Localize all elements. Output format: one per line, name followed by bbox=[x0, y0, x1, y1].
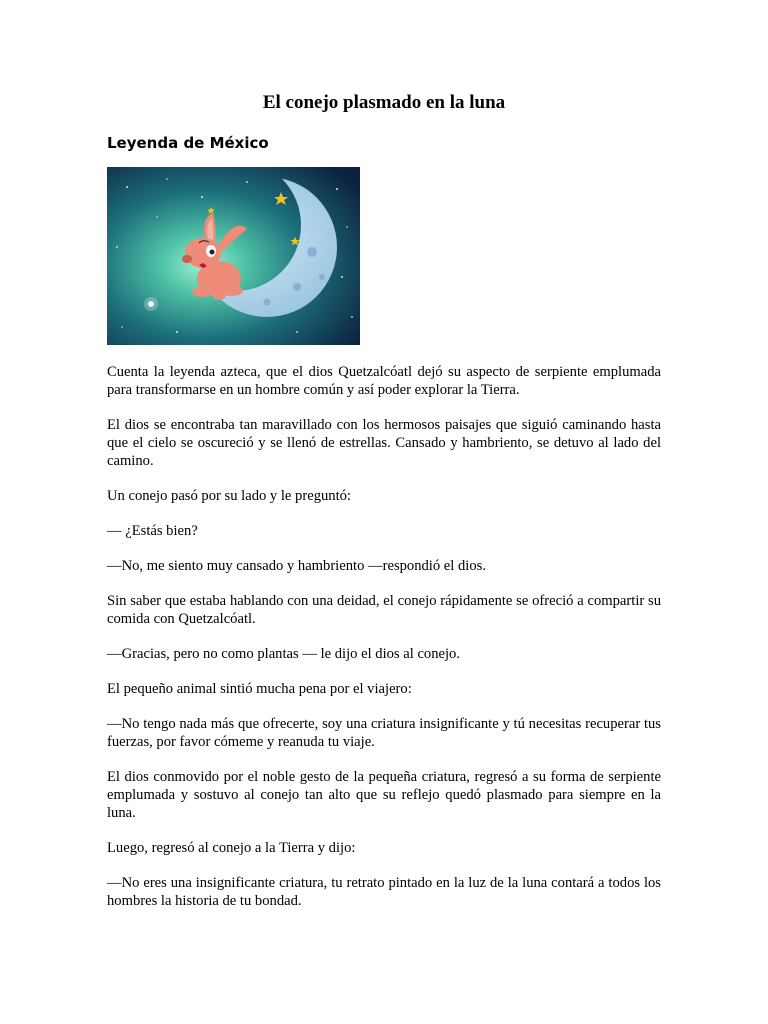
paragraph: — ¿Estás bien? bbox=[107, 523, 198, 539]
paragraph: El dios se encontraba tan maravillado con los hermosos paisajes que siguió caminando hasta que el cielo se oscureció y se llenó de estrellas. Cansado y hambriento, se detuvo al lado del camino. bbox=[107, 417, 661, 469]
paragraph: El pequeño animal sintió mucha pena por el viajero: bbox=[107, 681, 412, 697]
paragraph: —No eres una insignificante criatura, tu retrato pintado en la luz de la luna contará a todos los hombres la historia de tu bondad. bbox=[107, 875, 661, 909]
paragraph: —No, me siento muy cansado y hambriento —respondió el dios. bbox=[107, 558, 486, 574]
paragraph: —Gracias, pero no como plantas — le dijo el dios al conejo. bbox=[107, 646, 460, 662]
paragraph: Sin saber que estaba hablando con una deidad, el conejo rápidamente se ofreció a compartir su comida con Quetzalcóatl. bbox=[107, 593, 661, 627]
page-title: El conejo plasmado en la luna bbox=[262, 92, 506, 113]
section-subtitle: Leyenda de México bbox=[107, 134, 269, 152]
paragraph: —No tengo nada más que ofrecerte, soy una criatura insignificante y tú necesitas recuperar tus fuerzas, por favor cómeme y reanuda tu viaje. bbox=[107, 716, 661, 750]
paragraph: Un conejo pasó por su lado y le preguntó: bbox=[107, 488, 351, 504]
paragraph: El dios conmovido por el noble gesto de la pequeña criatura, regresó a su forma de serpiente emplumada y sostuvo al conejo tan alto que su reflejo quedó plasmado para siempre en la luna. bbox=[107, 769, 661, 821]
paragraph: Luego, regresó al conejo a la Tierra y dijo: bbox=[107, 840, 356, 856]
paragraph: Cuenta la leyenda azteca, que el dios Quetzalcóatl dejó su aspecto de serpiente emplumada para transformarse en un hombre común y así poder explorar la Tierra. bbox=[107, 364, 661, 398]
story-text bbox=[107, 363, 661, 927]
rabbit-on-moon-illustration bbox=[107, 167, 360, 345]
